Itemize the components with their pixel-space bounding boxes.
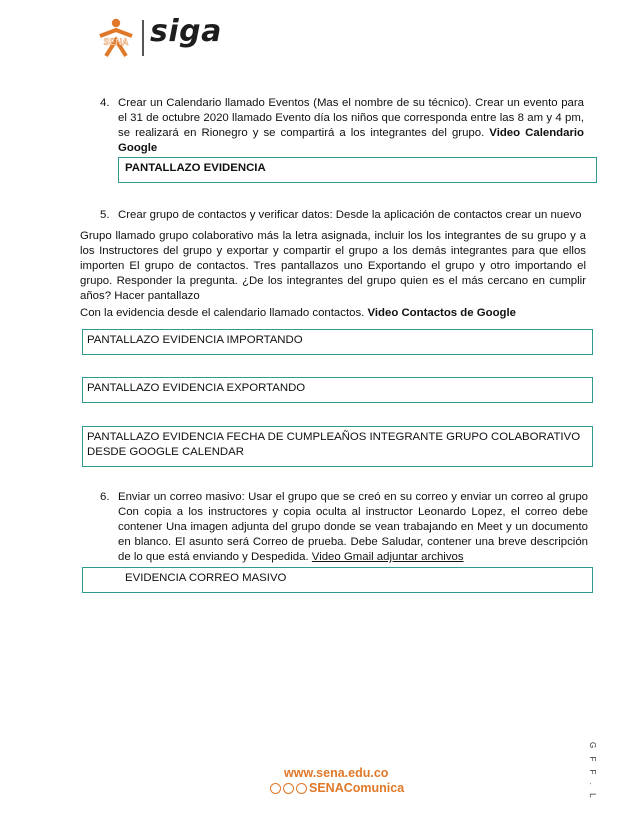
evidence-box-importando[interactable] — [82, 329, 593, 355]
gmail-video-link[interactable]: Video Gmail adjuntar archivos — [311, 551, 464, 563]
twitter-icon[interactable] — [283, 783, 294, 794]
item-4-body: Crear un Calendario llamado Eventos (Mas el nombre de su técnico). Crear un evento para el 31 de octubre 2020 llamado Evento día los niños que corresponda entre las 8 am y 4 pm, se realizará en Rionegro y se compartirá a los integrantes del grupo. — [118, 97, 584, 139]
item-4-video-label: Video Calendario Google — [118, 127, 585, 154]
footer-url[interactable]: www.sena.edu.co — [284, 766, 389, 780]
evidence-box-label: PANTALLAZO EVIDENCIA EXPORTANDO — [87, 382, 306, 394]
item-5-paragraph: Grupo llamado grupo colaborativo más la letra asignada, incluir los los integrantes de su grupo y a los Instructores del grupo y exportar y compartir el grupo a los demás integrantes para que ellos importen El grupo de contactos. Tres pantallazos uno Exportando el grupo y otro importando el grupo. Responder la pregunta. ¿De los integrantes del grupo quien es el más cercano en cumplir años? Hacer pantallazo — [80, 230, 586, 302]
evidence-box-label: PANTALLAZO EVIDENCIA IMPORTANDO — [87, 334, 303, 346]
calendar-line-text: Con la evidencia desde el calendario llamado contactos. — [80, 307, 365, 319]
footer-social — [270, 781, 404, 796]
instagram-icon[interactable] — [270, 783, 281, 794]
item-5-calendar-line — [80, 306, 586, 321]
item-6-number: 6. — [100, 491, 110, 503]
evidence-box-cumpleanos[interactable] — [82, 426, 593, 467]
item-5-number: 5. — [100, 209, 110, 221]
item-6-body: Enviar un correo masivo: Usar el grupo que se creó en su correo y enviar un correo al grupo Con copia a los instructores y copia oculta al instructor Leonardo Lopez, el correo debe contener Una imagen adjunta del grupo donde se vean trabajando en Meet y un documento en blanco. El asunto será Correo de prueba. Debe Saludar, contener una breve descripción de lo que está enviando y Despedida. — [118, 491, 588, 563]
item-4-text — [118, 96, 584, 156]
evidence-box-correo-masivo[interactable] — [82, 567, 593, 593]
evidence-box-label: PANTALLAZO EVIDENCIA FECHA DE CUMPLEAÑOS INTEGRANTE GRUPO COLABORATIVO DESDE GOOGLE CALENDAR — [87, 431, 581, 458]
evidence-box-item-4[interactable] — [118, 157, 597, 183]
siga-logo: siga — [150, 14, 222, 49]
footer-social-handle: SENAComunica — [309, 781, 405, 795]
item-6-text — [118, 490, 588, 565]
sena-logo — [94, 16, 138, 60]
evidence-box-label: PANTALLAZO EVIDENCIA — [125, 162, 266, 174]
item-5-text: Crear grupo de contactos y verificar datos: Desde la aplicación de contactos crear un nuevo — [118, 209, 582, 221]
sena-logo-text: SENA — [103, 37, 129, 47]
logo-divider — [142, 20, 144, 56]
calendar-video-label: Video Contactos de Google — [367, 307, 517, 319]
side-code: G F F . L — [588, 742, 597, 801]
evidence-box-exportando[interactable] — [82, 377, 593, 403]
evidence-box-label: EVIDENCIA CORREO MASIVO — [125, 572, 287, 584]
facebook-icon[interactable] — [296, 783, 307, 794]
item-4-number: 4. — [100, 97, 110, 109]
